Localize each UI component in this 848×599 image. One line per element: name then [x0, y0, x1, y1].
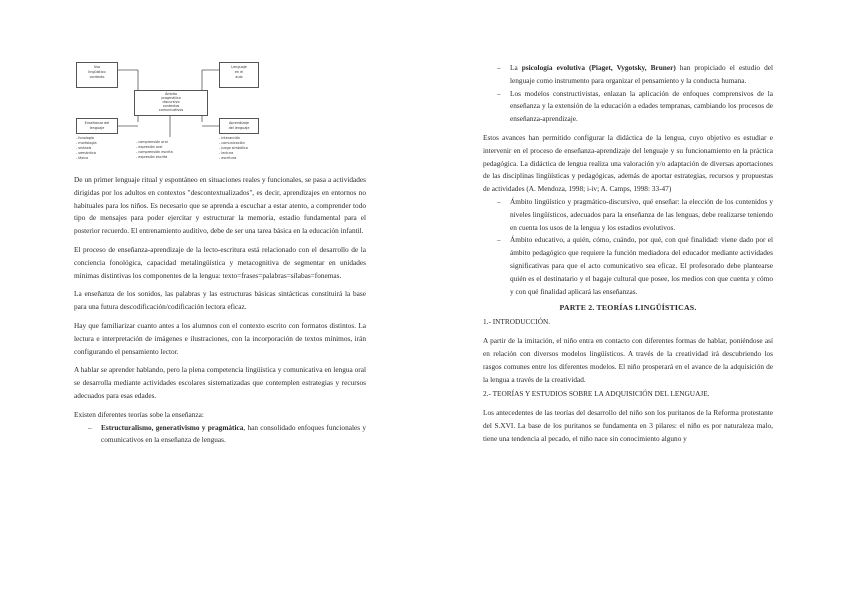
diagram-box-mid-left: Enseñanza del lenguaje: [76, 118, 118, 134]
list-item: – La psicología evolutiva (Piaget, Vygotsky, Bruner) han propiciado el estudio del lenguaje como instrumento para organizar el pensamiento y la conducta humana.: [483, 62, 773, 88]
paragraph: De un primer lenguaje ritual y espontáneo en situaciones reales y funcionales, se pasa a actividades dirigidas por los adultos en contextos "descontextualizados", es decir, aprendizajes en entornos no habituales para los niños. Es necesario que se aprenda a escuchar a estar atento, a comprender todo tipo de mensajes para poder ejercitar y estructurar la memoria, estadio fundamental para el posterior recuerdo. El entrenamiento auditivo, debe de ser una tarea básica en la educación infantil.: [74, 175, 366, 236]
diagram-box-top-right: Lenguaje en el aula: [219, 62, 259, 88]
right-column: [483, 62, 773, 446]
concept-diagram: Uso lingüístico contexto Lenguaje en el aula Ámbito pragmático discursivo contextos comunicativos Enseñanza del lenguaje Aprendizaje del lenguaje - fonología - morfología - sintaxis - semántica - léxico - comprensión oral - expresión oral - comprensión escrita - expresión escrita - interacción - comunicación - juego simbólico - lectura - escritura: [74, 62, 274, 172]
paragraph: El proceso de enseñanza-aprendizaje de la lecto-escritura está relacionado con el desarrollo de la conciencia fonológica, capacidad metalingüística y metacognitiva de segmentar en unidades mínimas distintivas los componentes de la lengua: texto=frases=palabras=sílabas=fonemas.: [74, 244, 366, 280]
paragraph: A partir de la imitación, el niño entra en contacto con diferentes formas de hablar, poniéndose así en relación con diversos modelos lingüísticos. A través de la creatividad irá descubriendo los rasgos comunes entre los diferentes modelos. El niño prosperará en el avance de la adquisición de la lengua a través de la creatividad.: [483, 336, 773, 384]
part-title: PARTE 2. TEORÍAS LINGÜÍSTICAS.: [559, 303, 697, 313]
theories-list-continued: [483, 62, 773, 126]
paragraph: Existen diferentes teorías sobe la enseñanza:: [74, 409, 204, 419]
diagram-box-mid-right: Aprendizaje del lenguaje: [219, 118, 259, 134]
paragraph: La enseñanza de los sonidos, las palabras y las estructuras básicas sintácticas constituirá la base para una futura descodificación/codificación lectora eficaz.: [74, 289, 366, 312]
list-item: – Ámbito lingüístico y pragmático-discursivo, qué enseñar: la elección de los contenidos y niveles lingüísticos, adecuados para la enseñanza de las lenguas, debe realizarse teniendo en cuenta los usos de la lengua y los estadios evolutivos.: [483, 196, 773, 234]
diagram-box-center: Ámbito pragmático discursivo contextos comunicativos: [134, 90, 208, 116]
paragraph: Los antecedentes de las teorías del desarrollo del niño son los puritanos de la Reforma protestante del S.XVI. La base de los puritanos se fundamenta en 3 pilares: el niño es por naturaleza malo, tiene una tendencia al pecado, el niño nace sin conocimiento alguno y: [483, 408, 773, 443]
list-item: – Estructuralismo, generativismo y pragmática, han consolidado enfoques funcionales y comunicativos en la enseñanza de lenguas.: [74, 422, 366, 448]
list-item: – Ámbito educativo, a quién, cómo, cuándo, por qué, con qué finalidad: viene dado por el ámbito pedagógico que requiere la función mediadora del educador mediante actividades significativas para que el acto comunicativo sea eficaz. El profesorado debe plantearse quién es el destinatario y el bagaje cultural que posee, los medios con que cuenta y cómo y con qué finalidad aplicará las enseñanzas.: [483, 234, 773, 298]
section-heading: 1.- INTRODUCCIÓN.: [483, 317, 551, 327]
scope-list: [483, 196, 773, 298]
section-heading: 2.- TEORÍAS Y ESTUDIOS SOBRE LA ADQUISICIÓN DEL LENGUAJE.: [483, 389, 710, 399]
diagram-box-top-left: Uso lingüístico contexto: [76, 62, 118, 88]
paragraph: Estos avances han permitido configurar la didáctica de la lengua, cuyo objetivo es estudiar e intervenir en el proceso de enseñanza-aprendizaje del lenguaje y su funcionamiento en la práctica pedagógica. La didáctica de lengua realiza una valoración y/o adaptación de diversas aportaciones de las disciplinas lingüísticas y pedagógicas, además de aportar estrategias, recursos y propuestas de actividades (A. Mendoza, 1998; i-iv; A. Camps, 1998: 33-47): [483, 132, 773, 194]
theories-list: [74, 422, 366, 448]
paragraph: Hay que familiarizar cuanto antes a los alumnos con el contexto escrito con formatos distintos. La lectura e interpretación de imágenes e ilustraciones, con la incorporación de textos mínimos, irán configurando el pensamiento lector.: [74, 320, 366, 356]
left-column: [74, 62, 366, 447]
list-item: – Los modelos constructivistas, enlazan la aplicación de enfoques comprensivos de la enseñanza y la extensión de la educación a edades tempranas, cambiando los procesos de enseñanza-aprendizaje.: [483, 88, 773, 126]
paragraph: A hablar se aprender hablando, pero la plena competencia lingüística y comunicativa en lengua oral se desarrolla mediante actividades escolares sistematizadas que contemplen estrategias y recursos adecuados para esas edades.: [74, 365, 366, 400]
